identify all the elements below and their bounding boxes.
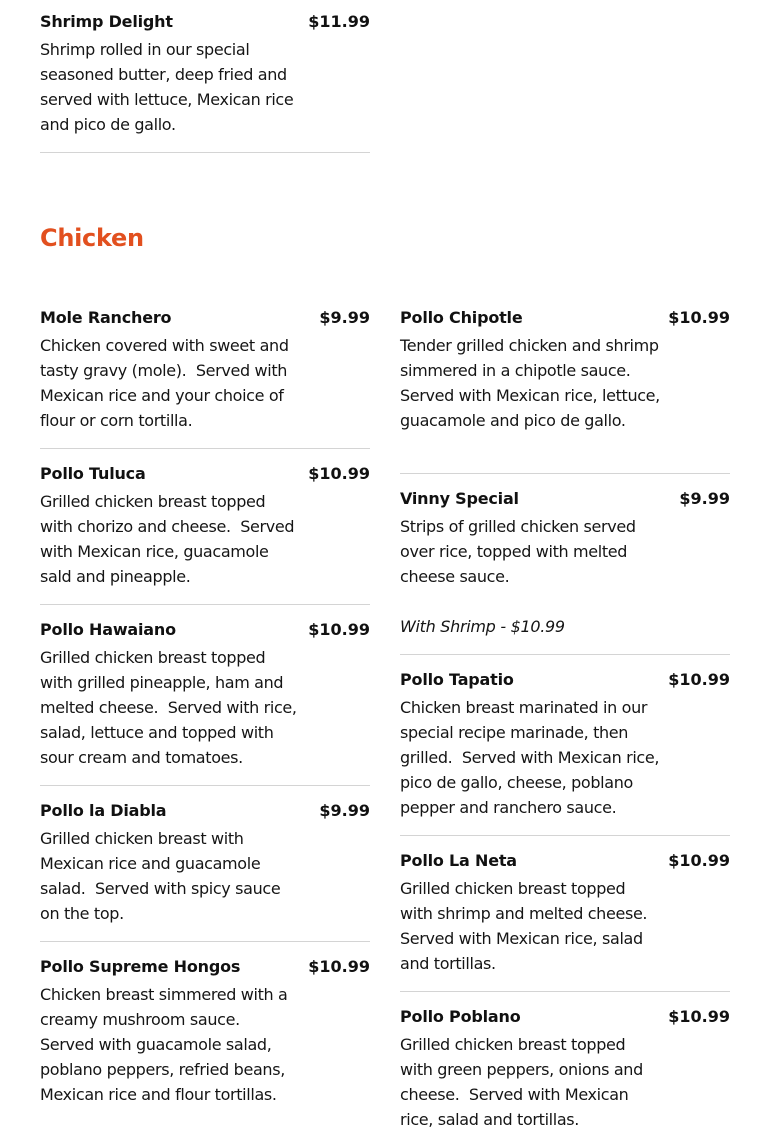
item-name: Pollo Supreme Hongos <box>40 957 241 976</box>
item-name: Pollo Tuluca <box>40 464 146 483</box>
item-description: Chicken breast marinated in our special recipe marinade, then grilled. Served with Mexican rice, pico de gallo, cheese, poblano pepper and ranchero sauce. <box>400 698 664 817</box>
item-name: Pollo La Neta <box>400 851 517 870</box>
item-divider <box>400 473 730 474</box>
item-description: Grilled chicken breast topped with green peppers, onions and cheese. Served with Mexican rice, salad and tortillas. <box>400 1035 648 1129</box>
menu-item <box>40 801 370 926</box>
item-price: $10.99 <box>668 851 730 870</box>
item-price: $10.99 <box>668 670 730 689</box>
menu-item <box>40 464 370 589</box>
item-description: Chicken covered with sweet and tasty gravy (mole). Served with Mexican rice and your choice of flour or corn tortilla. <box>40 336 294 430</box>
item-description: Grilled chicken breast with Mexican rice and guacamole salad. Served with spicy sauce on the top. <box>40 829 286 923</box>
item-name: Pollo Chipotle <box>400 308 523 327</box>
section-title: Chicken <box>40 224 144 252</box>
item-price: $9.99 <box>319 308 370 327</box>
item-price: $10.99 <box>668 1007 730 1026</box>
item-description: Grilled chicken breast topped with grilled pineapple, ham and melted cheese. Served with rice, salad, lettuce and topped with sour cream and tomatoes. <box>40 648 302 767</box>
item-description: Shrimp rolled in our special seasoned butter, deep fried and served with lettuce, Mexican rice and pico de gallo. <box>40 40 299 134</box>
item-price: $9.99 <box>319 801 370 820</box>
item-price: $10.99 <box>308 464 370 483</box>
item-name: Mole Ranchero <box>40 308 172 327</box>
item-divider <box>40 448 370 449</box>
item-divider <box>40 604 370 605</box>
item-description: Strips of grilled chicken served over rice, topped with melted cheese sauce. <box>400 517 641 586</box>
menu-item <box>400 489 730 639</box>
item-name: Pollo la Diabla <box>40 801 167 820</box>
item-price: $10.99 <box>668 308 730 327</box>
item-note: With Shrimp - $10.99 <box>400 617 565 636</box>
item-price: $9.99 <box>679 489 730 508</box>
menu-item <box>40 308 370 433</box>
item-description: Chicken breast simmered with a creamy mushroom sauce. Served with guacamole salad, poblano peppers, refried beans, Mexican rice and flour tortillas. <box>40 985 293 1104</box>
item-divider <box>40 152 370 153</box>
item-price: $11.99 <box>308 12 370 31</box>
item-name: Pollo Poblano <box>400 1007 521 1026</box>
item-description: Tender grilled chicken and shrimp simmered in a chipotle sauce. Served with Mexican rice, lettuce, guacamole and pico de gallo. <box>400 336 665 430</box>
menu-item-shrimp-delight <box>40 12 370 137</box>
item-name: Pollo Hawaiano <box>40 620 176 639</box>
item-description: Grilled chicken breast topped with chorizo and cheese. Served with Mexican rice, guacamole sald and pineapple. <box>40 492 299 586</box>
item-divider <box>400 835 730 836</box>
menu-item <box>400 851 730 976</box>
item-price: $10.99 <box>308 620 370 639</box>
item-divider <box>400 991 730 992</box>
item-price: $10.99 <box>308 957 370 976</box>
item-divider <box>40 785 370 786</box>
item-name: Shrimp Delight <box>40 12 173 31</box>
item-divider <box>40 941 370 942</box>
menu-item <box>400 308 730 433</box>
item-name: Pollo Tapatio <box>400 670 514 689</box>
menu-item <box>400 670 730 820</box>
item-divider <box>400 654 730 655</box>
menu-item <box>400 1007 730 1132</box>
menu-item <box>40 620 370 770</box>
item-name: Vinny Special <box>400 489 519 508</box>
item-description: Grilled chicken breast topped with shrimp and melted cheese. Served with Mexican rice, salad and tortillas. <box>400 879 657 973</box>
menu-item <box>40 957 370 1107</box>
